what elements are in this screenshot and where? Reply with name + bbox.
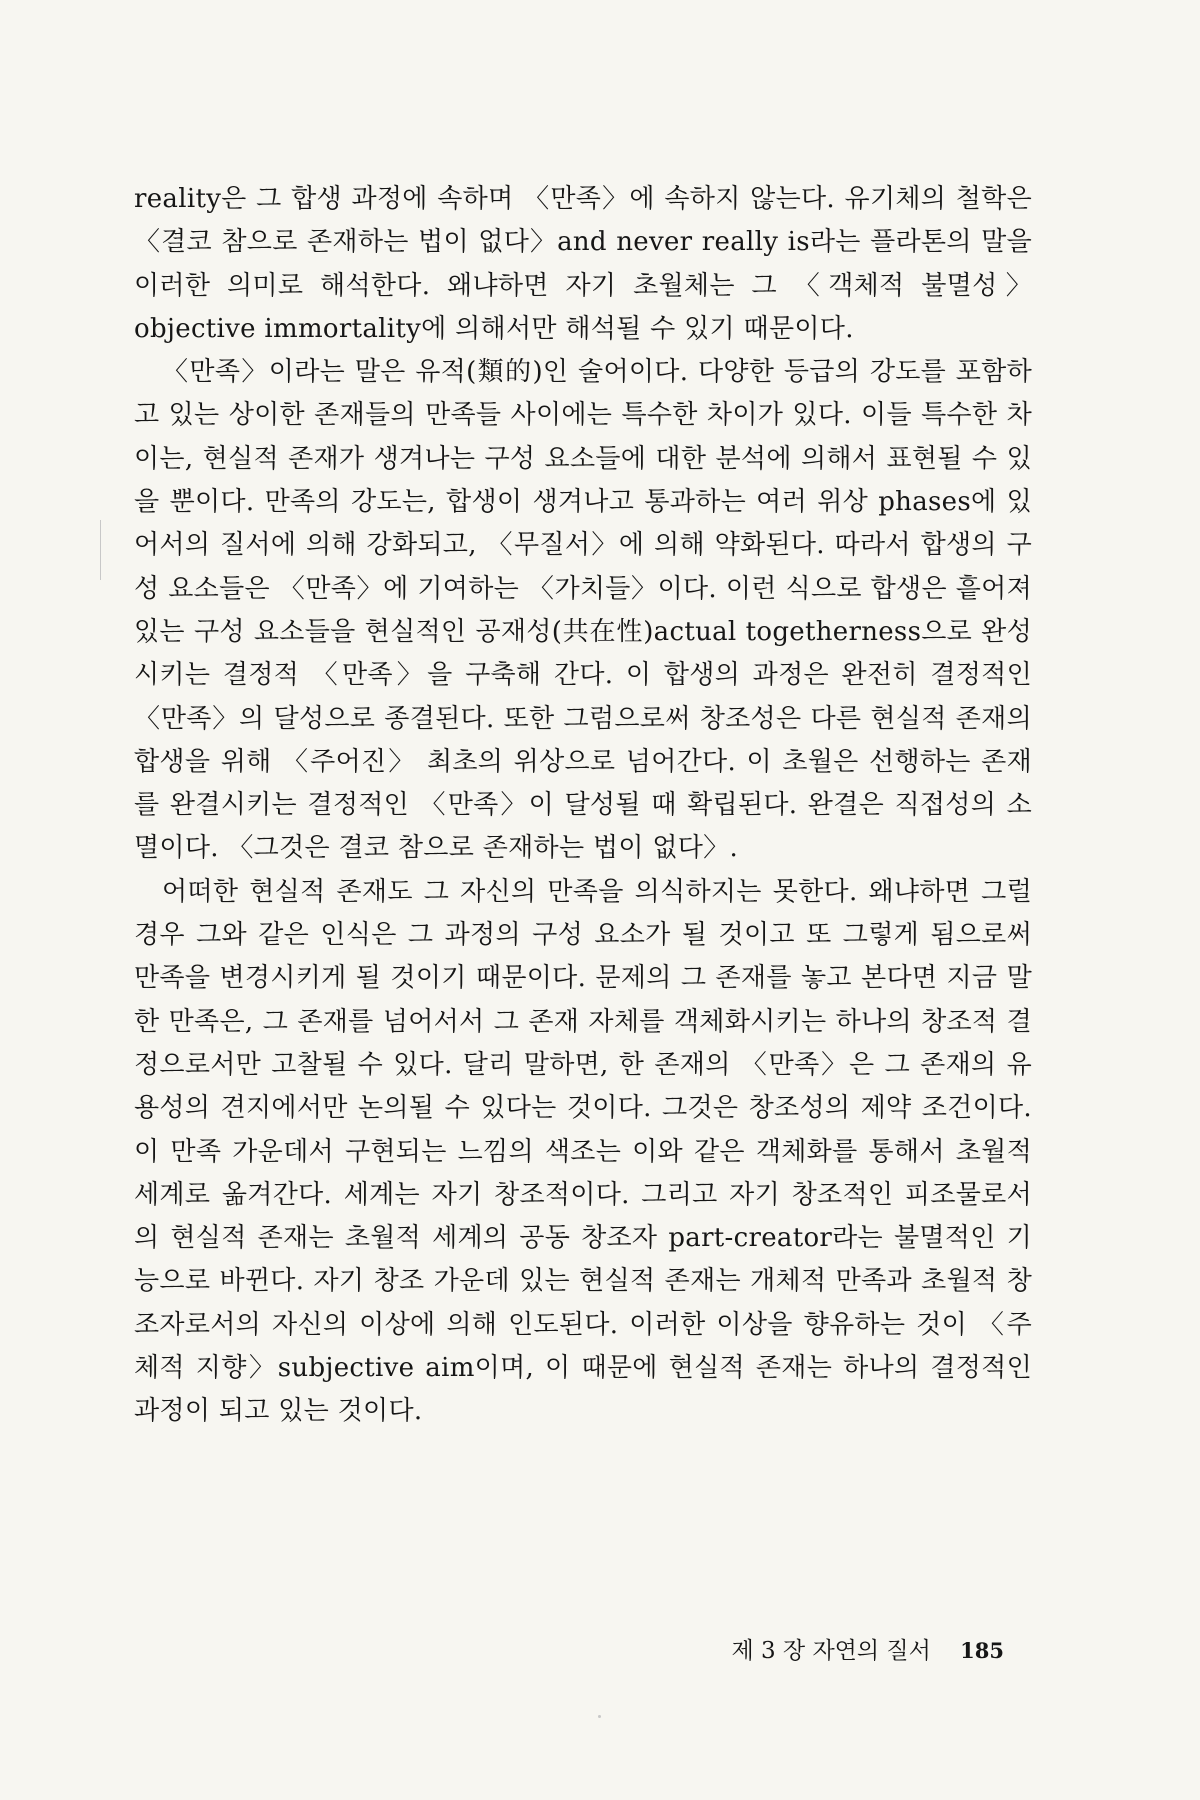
bottom-dot-mark — [598, 1715, 601, 1718]
running-footer-chapter: 제 3 장 자연의 질서 — [731, 1638, 931, 1664]
page-footer — [731, 1636, 1004, 1666]
paragraph-1: reality은 그 합생 과정에 속하며 〈만족〉에 속하지 않는다. 유기체의 철학은 〈결코 참으로 존재하는 법이 없다〉and never really is라는 플라톤의 말을 이러한 의미로 해석한다. 왜냐하면 자기 초월체는 그 〈객체적 불멸성〉objective immortality에 의해서만 해석될 수 있기 때문이다. — [134, 184, 1032, 344]
paragraph-3: 어떠한 현실적 존재도 그 자신의 만족을 의식하지는 못한다. 왜냐하면 그럴 경우 그와 같은 인식은 그 과정의 구성 요소가 될 것이고 또 그렇게 됨으로써 만족을 변경시키게 될 것이기 때문이다. 문제의 그 존재를 놓고 본다면 지금 말한 만족은, 그 존재를 넘어서서 그 존재 자체를 객체화시키는 하나의 창조적 결정으로서만 고찰될 수 있다. 달리 말하면, 한 존재의 〈만족〉은 그 존재의 유용성의 견지에서만 논의될 수 있다는 것이다. 그것은 창조성의 제약 조건이다. 이 만족 가운데서 구현되는 느낌의 색조는 이와 같은 객체화를 통해서 초월적 세계로 옮겨간다. 세계는 자기 창조적이다. 그리고 자기 창조적인 피조물로서의 현실적 존재는 초월적 세계의 공동 창조자 part-creator라는 불멸적인 기능으로 바뀐다. 자기 창조 가운데 있는 현실적 존재는 개체적 만족과 초월적 창조자로서의 자신의 이상에 의해 인도된다. 이러한 이상을 향유하는 것이 〈주체적 지향〉subjective aim이며, 이 때문에 현실적 존재는 하나의 결정적인 과정이 되고 있는 것이다. — [134, 876, 1032, 1427]
page-body — [134, 178, 1032, 1434]
left-margin-mark — [100, 520, 101, 580]
paragraph-2: 〈만족〉이라는 말은 유적(類的)인 술어이다. 다양한 등급의 강도를 포함하고 있는 상이한 존재들의 만족들 사이에는 특수한 차이가 있다. 이들 특수한 차이는, 현실적 존재가 생겨나는 구성 요소들에 대한 분석에 의해서 표현될 수 있을 뿐이다. 만족의 강도는, 합생이 생겨나고 통과하는 여러 위상 phases에 있어서의 질서에 의해 강화되고, 〈무질서〉에 의해 약화된다. 따라서 합생의 구성 요소들은 〈만족〉에 기여하는 〈가치들〉이다. 이런 식으로 합생은 흩어져 있는 구성 요소들을 현실적인 공재성(共在性)actual togetherness으로 완성시키는 결정적 〈만족〉을 구축해 간다. 이 합생의 과정은 완전히 결정적인 〈만족〉의 달성으로 종결된다. 또한 그럼으로써 창조성은 다른 현실적 존재의 합생을 위해 〈주어진〉 최초의 위상으로 넘어간다. 이 초월은 선행하는 존재를 완결시키는 결정적인 〈만족〉이 달성될 때 확립된다. 완결은 직접성의 소멸이다. 〈그것은 결코 참으로 존재하는 법이 없다〉. — [134, 357, 1032, 864]
page-number: 185 — [960, 1638, 1004, 1663]
